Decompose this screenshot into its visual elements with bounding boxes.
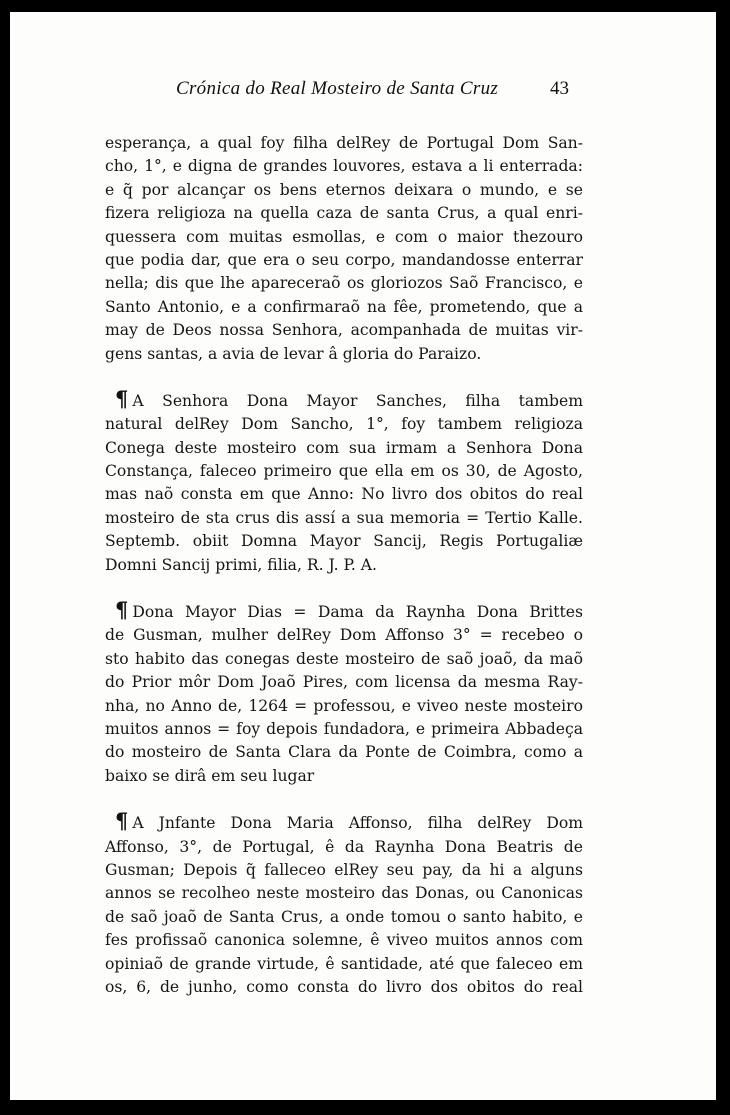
text-line: fizera religioza na quella caza de santa Crus, a qual enri- (105, 204, 583, 223)
text-line: Gusman; Depois q̃ falleceo elRey seu pay, da hi a alguns (105, 860, 583, 879)
page-number: 43 (550, 78, 569, 99)
pilcrow-icon: ¶ (115, 597, 129, 623)
text-line: muitos annos = foy depois fundadora, e primeira Abbadeça (105, 719, 583, 738)
text-line: que podia dar, que era o seu corpo, mandandosse enterrar (105, 250, 583, 269)
text-line: mosteiro de sta crus dis assí a sua memoria = Tertio Kalle. (105, 508, 583, 527)
text-line: nella; dis que lhe apareceraõ os gloriozos Saõ Francisco, e (105, 274, 583, 293)
text-line: gens santas, a avia de levar â gloria do Paraizo. (105, 344, 482, 363)
text-line: do Prior môr Dom Joaõ Pires, com licensa da mesma Ray- (105, 673, 583, 692)
text-line: do mosteiro de Santa Clara da Ponte de Coimbra, como a (105, 743, 583, 762)
text-line-content: Dona Mayor Dias = Dama da Raynha Dona Brittes (132, 603, 583, 622)
text-line: fes profissaõ canonica solemne, ê viveo muitos annos com (105, 931, 583, 950)
paragraph (105, 132, 583, 366)
text-line: quessera com muitas esmollas, e com o maior thezouro (105, 227, 583, 246)
body-text (105, 132, 583, 999)
pilcrow-icon: ¶ (115, 385, 129, 411)
text-line: annos se recolheo neste mosteiro das Donas, ou Canonicas (105, 884, 583, 903)
text-line: opiniaõ de grande virtude, ê santidade, até que faleceo em (105, 954, 583, 973)
text-line: Septemb. obiit Domna Mayor Sancij, Regis Portugaliæ (105, 532, 583, 551)
text-line: Constança, faleceo primeiro que ella em os 30, de Agosto, (105, 462, 583, 481)
text-line: nha, no Anno de, 1264 = professou, e viveo neste mosteiro (105, 696, 583, 715)
paragraph (105, 808, 583, 999)
text-line: sto habito das conegas deste mosteiro de saõ joaõ, da maõ (105, 649, 583, 668)
text-line: os, 6, de junho, como consta do livro dos obitos do real (105, 977, 583, 996)
text-line-content: A Senhora Dona Mayor Sanches, filha tambem (132, 391, 583, 410)
text-line: de saõ joaõ de Santa Crus, a onde tomou o santo habito, e (105, 907, 583, 926)
paragraph (105, 385, 583, 577)
text-line (105, 808, 583, 835)
pilcrow-icon: ¶ (115, 808, 129, 834)
book-page (10, 12, 716, 1100)
text-line: esperança, a qual foy filha delRey de Portugal Dom San- (105, 134, 583, 152)
running-header (10, 78, 716, 108)
text-line: Santo Antonio, e a confirmaraõ na fêe, prometendo, que a (105, 297, 583, 316)
paragraph (105, 597, 583, 788)
text-line: mas naõ consta em que Anno: No livro dos obitos do real (105, 485, 583, 504)
text-line: de Gusman, mulher delRey Dom Affonso 3° = recebeo o (105, 626, 583, 645)
text-line: Conega deste mosteiro com sua irmam a Senhora Dona (105, 438, 583, 457)
text-line: Affonso, 3°, de Portugal, ê da Raynha Dona Beatris de (105, 837, 583, 856)
text-line: cho, 1°, e digna de grandes louvores, estava a li enterrada: (105, 157, 583, 176)
text-line-content: A Jnfante Dona Maria Affonso, filha delRey Dom (132, 814, 583, 833)
text-line (105, 597, 583, 624)
text-line: may de Deos nossa Senhora, acompanhada de muitas vir- (105, 321, 583, 340)
text-line (105, 385, 583, 413)
text-line: baixo se dirâ em seu lugar (105, 766, 315, 785)
text-line: e q̃ por alcançar os bens eternos deixara o mundo, e se (105, 180, 583, 199)
text-line: natural delRey Dom Sancho, 1°, foy tambem religioza (105, 415, 583, 434)
running-title: Crónica do Real Mosteiro de Santa Cruz (176, 78, 499, 99)
text-line: Domni Sancij primi, filia, R. J. P. A. (105, 555, 377, 574)
